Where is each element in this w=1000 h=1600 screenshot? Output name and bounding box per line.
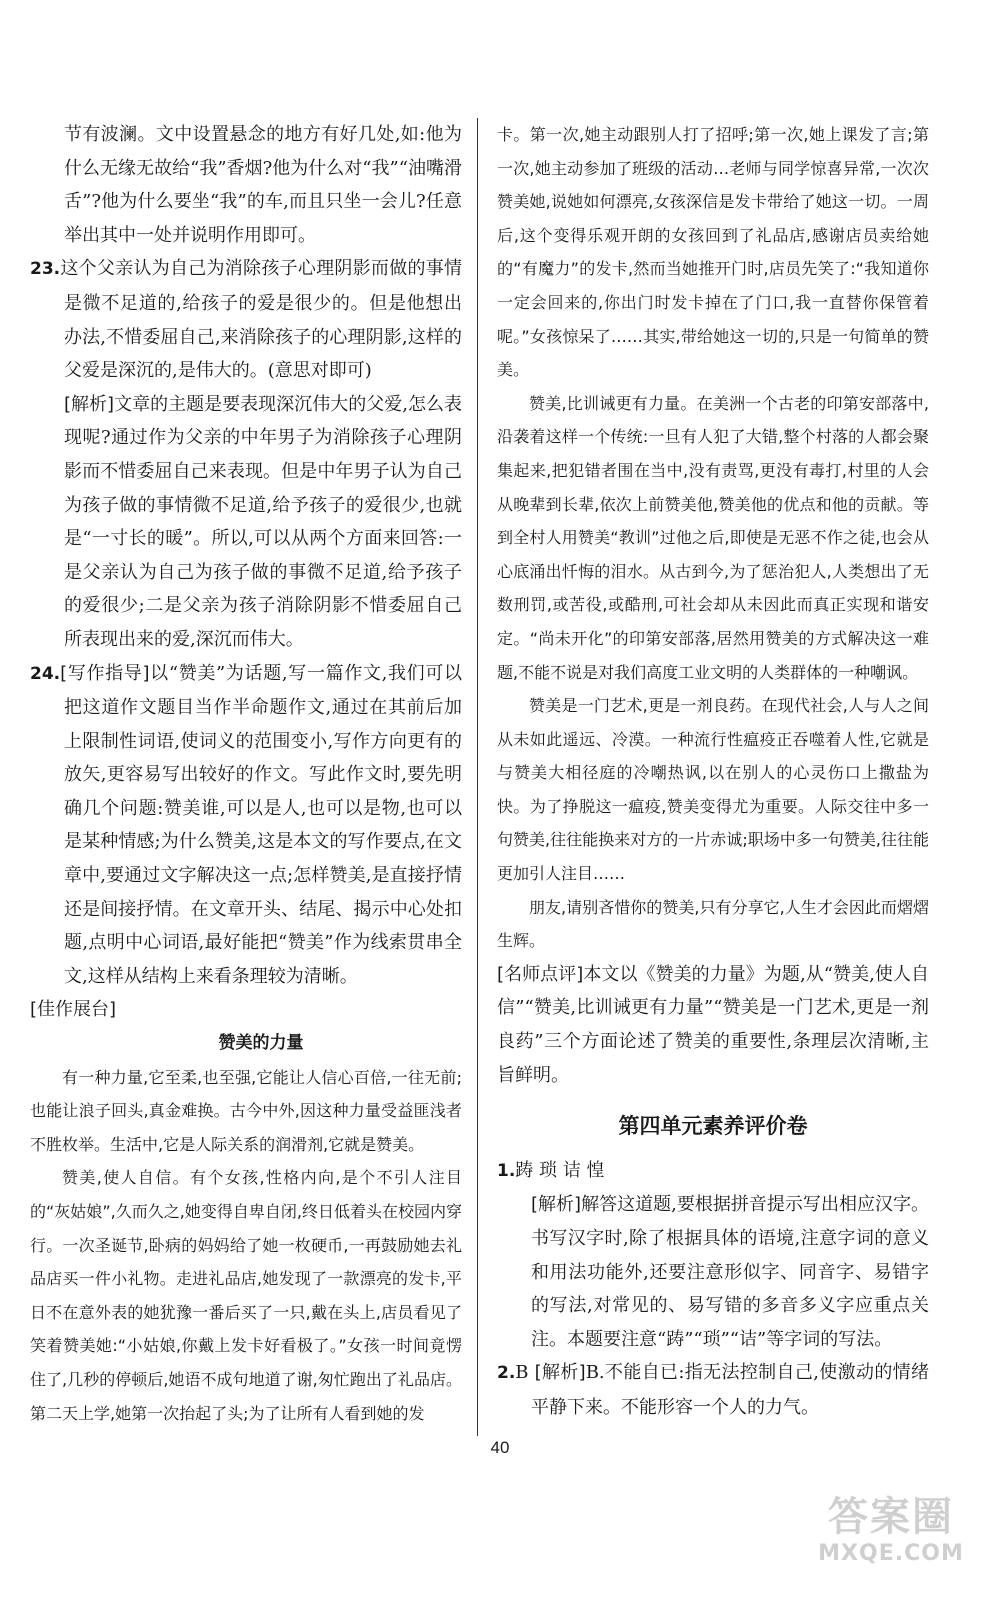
question-1-number: 1. [497, 1160, 516, 1181]
essay-paragraph: 赞美,使人自信。有个女孩,性格内向,是个不引人注目的“灰姑娘”,久而久之,她变得自卑自闭,终日低着头在校园内穿行。一次圣诞节,卧病的妈妈给了她一枚硬币,一再鼓励她去礼品店买一件小礼物。走进礼品店,她发现了一款漂亮的发卡,平日不在意外表的她犹豫一番后买了一只,戴在头上,店员看见了笑着赞美她:“小姑娘,你戴上发卡好看极了。”女孩一时间竟愣住了,几秒的停顿后,她语不成句地道了谢,匆忙跑出了礼品店。第二天上学,她第一次抬起了头;为了让所有人看到她的发 [30, 1168, 462, 1423]
column-divider [477, 118, 478, 1436]
teacher-comment-tag: [名师点评] [497, 963, 584, 985]
showcase-label: [佳作展台] [30, 999, 117, 1021]
question-2 [497, 1356, 929, 1424]
writing-guidance-tag: [写作指导] [60, 662, 150, 684]
question-1-answer-text: 踌 琐 诘 惶 [515, 1159, 605, 1181]
page-number: 40 [490, 1438, 510, 1457]
question-24-number: 24. [30, 663, 61, 684]
question-1-analysis-text: 解答这道题,要根据拼音提示写出相应汉字。书写汉字时,除了根据具体的语境,注意字词的意义和用法功能外,还要注意形似字、同音字、易错字的写法,对常见的、易写错的多音多义字应重点关注。本题要注意“踌”“琐”“诘”等字词的写法。 [531, 1194, 929, 1350]
teacher-comment-text: 本文以《赞美的力量》为题,从“赞美,使人自信”“赞美,比训诫更有力量”“赞美是一门艺术,更是一剂良药”三个方面论述了赞美的重要性,条理层次清晰,主旨鲜明。 [497, 963, 929, 1086]
section-title: 第四单元素养评价卷 [618, 1114, 808, 1139]
watermark-main: 答案圈 [828, 1494, 954, 1540]
watermark-sub: MXQE.COM [818, 1541, 964, 1566]
essay-paragraph: 赞美是一门艺术,更是一剂良药。在现代社会,人与人之间从未如此遥远、冷漠。一种流行性瘟疫正吞噬着人性,它就是与赞美大相径庭的冷嘲热讽,以在别人的心灵伤口上撒盐为快。为了挣脱这一瘟疫,赞美变得尤为重要。人际交往中多一句赞美,往往能换来对方的一片赤诚;职场中多一句赞美,往往能更加引人注目…… [497, 696, 929, 884]
question-24 [30, 657, 462, 994]
analysis-tag: [解析] [534, 1362, 586, 1384]
essay-paragraph: 卡。第一次,她主动跟别人打了招呼;第一次,她上课发了言;第一次,她主动参加了班级的活动…老师与同学惊喜异常,一次次赞美她,说她如何漂亮,女孩深信是发卡带给了她这一切。一周后,这个变得乐观开朗的女孩回到了礼品店,感谢店员卖给她的“有魔力”的发卡,然而当她推开门时,店员先笑了:“我知道你一定会回来的,你出门时发卡掉在了门口,我一直替你保管着呢。”女孩惊呆了……其实,带给她这一切的,只是一句简单的赞美。 [497, 125, 929, 380]
essay-paragraph: 朋友,请别吝惜你的赞美,只有分享它,人生才会因此而熠熠生辉。 [497, 897, 929, 951]
q22-analysis-continuation: 节有波澜。文中设置悬念的地方有好几处,如:他为什么无缘无故给“我”香烟?他为什么对“我”“油嘴滑舌”?他为什么要坐“我”的车,而且只坐一会儿?任意举出其中一处并说明作用即可。 [64, 124, 462, 246]
essay-title: 赞美的力量 [218, 1033, 304, 1054]
question-1-answer [497, 1154, 929, 1189]
question-23-analysis-text: 文章的主题是要表现深沉伟大的父爱,怎么表现呢?通过作为父亲的中年男子为消除孩子心理阴影而不惜委屈自己来表现。但是中年男子认为自己为孩子做的事情微不足道,给予孩子的爱很少,也就是“一寸长的暖”。所以,可以从两个方面来回答:一是父亲认为自己为孩子做的事微不足道,给予孩子的爱很少;二是父亲为孩子消除阴影不惜委屈自己所表现出来的爱,深沉而伟大。 [64, 393, 462, 650]
question-1-analysis [497, 1188, 929, 1356]
question-2-number: 2. [497, 1363, 516, 1384]
essay-paragraph: 有一种力量,它至柔,也至强,它能让人信心百倍,一往无前;也能让浪子回头,真金难换。古今中外,因这种力量受益匪浅者不胜枚举。生活中,它是人际关系的润滑剂,它就是赞美。 [30, 1067, 462, 1154]
analysis-tag: [解析] [531, 1194, 582, 1216]
right-column [497, 118, 929, 1425]
question-2-answer-text: B [515, 1362, 529, 1384]
question-23-number: 23. [30, 259, 61, 280]
question-23-answer-text: 这个父亲认为自己为消除孩子心理阴影而做的事情是微不足道的,给孩子的爱是很少的。但是他想出办法,不惜委屈自己,来消除孩子的心理阴影,这样的父爱是深沉的,是伟大的。(意思对即可) [60, 258, 462, 382]
left-column [30, 118, 462, 1430]
question-23-analysis [30, 388, 462, 657]
question-24-guidance-text: 以“赞美”为话题,写一篇作文,我们可以把这道作文题目当作半命题作文,通过在其前后加上限制性词语,使词义的范围变小,写作方向更有的放矢,更容易写出较好的作文。写此作文时,要先明确几个问题:赞美谁,可以是人,也可以是物,也可以是某种情感;为什么赞美,这是本文的写作要点,在文章中,要通过文字解决这一点;怎样赞美,是直接抒情还是间接抒情。在文章开头、结尾、揭示中心处扣题,点明中心词语,最好能把“赞美”作为线索贯串全文,这样从结构上来看条理较为清晰。 [64, 662, 462, 987]
teacher-comment [497, 958, 929, 1092]
question-23-answer [30, 252, 462, 387]
analysis-tag: [解析] [64, 393, 115, 415]
essay-paragraph: 赞美,比训诫更有力量。在美洲一个古老的印第安部落中,沿袭着这样一个传统:一旦有人犯了大错,整个村落的人都会聚集起来,把犯错者围在当中,没有责骂,更没有毒打,村里的人会从晚辈到长辈,依次上前赞美他,赞美他的优点和他的贡献。等到全村人用赞美“教训”过他之后,即使是无恶不作之徒,也会从心底涌出忏悔的泪水。从古到今,为了惩治犯人,人类想出了无数刑罚,或苦役,或酷刑,可社会却从未因此而真正实现和谐安定。“尚未开化”的印第安部落,居然用赞美的方式解决这一难题,不能不说是对我们高度工业文明的人类群体的一种嘲讽。 [497, 393, 929, 682]
question-2-analysis-text: B.不能自已:指无法控制自己,使激动的情绪平静下来。不能形容一个人的力气。 [531, 1362, 930, 1418]
watermark-logo [806, 1494, 976, 1586]
